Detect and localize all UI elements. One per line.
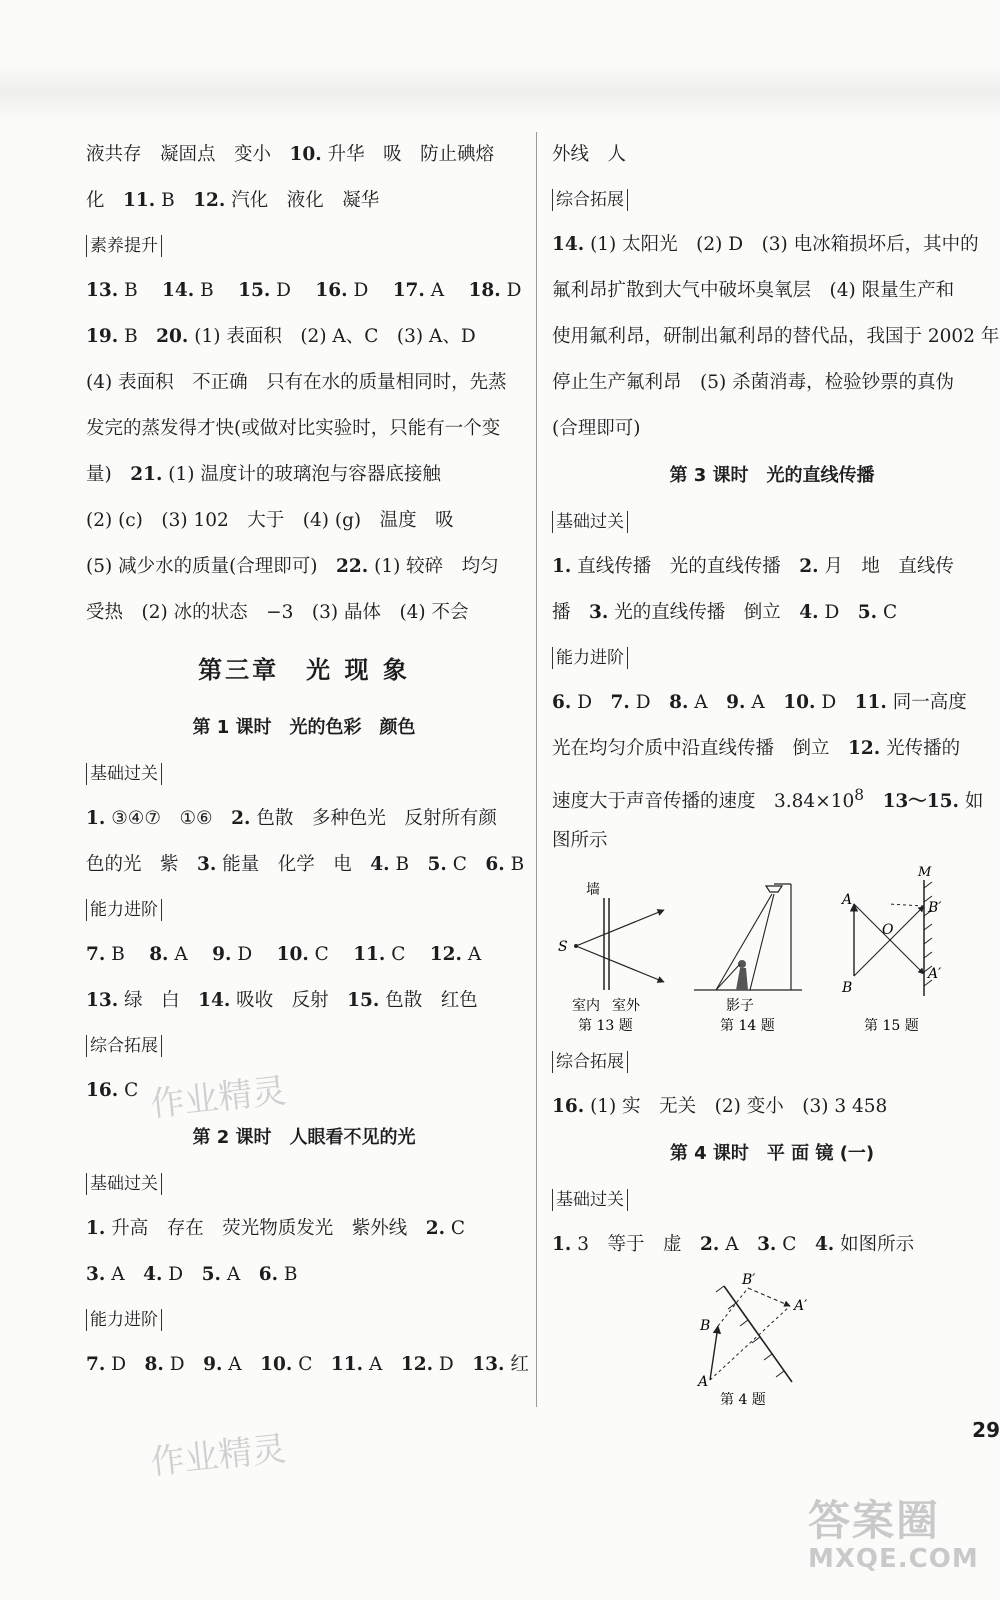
answer-line: 化 11. B 12. 汽化 液化 凝华 [86, 190, 380, 211]
fig14-shadow-label: 影子 [726, 998, 754, 1014]
section-heading-label: 素养提升 [86, 235, 162, 257]
logo-text-bottom: MXQE.COM [808, 1544, 979, 1574]
figure-14 [694, 884, 802, 1034]
fig14-caption: 第 14 题 [720, 1018, 775, 1034]
section-heading-label: 基础过关 [86, 1173, 162, 1195]
section-heading [552, 636, 992, 680]
section-heading-label: 综合拓展 [552, 189, 628, 211]
page-number: 29 [972, 1418, 1000, 1442]
fig13-caption: 第 13 题 [578, 1018, 633, 1034]
lesson-title: 第 1 课时 光的色彩 颜色 [192, 717, 416, 738]
right-column [552, 132, 1000, 1412]
answer-line: (5) 减少水的质量(合理即可) 22. (1) 较碎 均匀 [86, 556, 499, 577]
answer-line: 使用氟利昂，研制出氟利昂的替代品，我国于 2002 年 [552, 326, 1000, 347]
section-heading [86, 224, 522, 268]
fig15-a2-label: A′ [928, 966, 942, 982]
answer-line: (2) (c) (3) 102 大于 (4) (g) 温度 吸 [86, 510, 454, 531]
lesson-title: 第 4 课时 平 面 镜 (一) [669, 1143, 875, 1164]
section-heading-label: 能力进阶 [86, 1309, 162, 1331]
fig4-a-label: A [698, 1374, 709, 1390]
section-heading-label: 综合拓展 [552, 1051, 628, 1073]
answer-line: 1. 升高 存在 荧光物质发光 紫外线 2. C [86, 1218, 466, 1239]
section-heading-label: 综合拓展 [86, 1035, 162, 1057]
answer-line: 6. D 7. D 8. A 9. A 10. D 11. 同一高度 [552, 692, 967, 713]
section-heading [552, 500, 992, 544]
section-heading-label: 基础过关 [86, 763, 162, 785]
fig15-b-label: B [842, 980, 853, 996]
column-divider [536, 132, 537, 1407]
fig4-caption: 第 4 题 [720, 1392, 766, 1408]
answer-line: 光在均匀介质中沿直线传播 倒立 12. 光传播的 [552, 738, 961, 759]
watermark-2: 作业精灵 [148, 1428, 289, 1483]
answer-line: 速度大于声音传播的速度 $3.84\times 10^8$ 13～15. 如 [552, 786, 984, 813]
section-heading [86, 1162, 522, 1206]
section-heading-label: 基础过关 [552, 1189, 628, 1211]
answer-line: 受热 (2) 冰的状态 −3 (3) 晶体 (4) 不会 [86, 602, 469, 623]
answer-line: 13. 绿 白 14. 吸收 反射 15. 色散 红色 [86, 990, 478, 1011]
answer-line: 量) 21. (1) 温度计的玻璃泡与容器底接触 [86, 464, 441, 485]
fig15-caption: 第 15 题 [864, 1018, 919, 1034]
section-heading [86, 1024, 522, 1068]
answer-line: (4) 表面积 不正确 只有在水的质量相同时，先蒸 [86, 372, 507, 393]
figure-15 [840, 865, 942, 1034]
fig15-o-label: O [882, 922, 894, 938]
answer-line: 氟利昂扩散到大气中破坏臭氧层 (4) 限量生产和 [552, 280, 955, 301]
answer-line: 13. B 14. B 15. D 16. D 17. A 18. D [86, 280, 522, 301]
section-heading [86, 1298, 522, 1342]
answer-line: 1. 3 等于 虚 2. A 3. C 4. 如图所示 [552, 1234, 915, 1255]
fig4-a2-label: A′ [794, 1298, 808, 1314]
fig15-b2-label: B′ [928, 900, 942, 916]
fig4-b-label: B [700, 1318, 711, 1334]
lesson-title: 第 2 课时 人眼看不见的光 [192, 1127, 416, 1148]
section-heading-label: 基础过关 [552, 511, 628, 533]
figures-13-15 [552, 864, 992, 1040]
answer-line: 7. B 8. A 9. D 10. C 11. C 12. A [86, 944, 482, 965]
answer-line: 图所示 [552, 830, 608, 851]
answer-line: 1. 直线传播 光的直线传播 2. 月 地 直线传 [552, 556, 954, 577]
scan-shade [0, 62, 1000, 122]
answer-line: 播 3. 光的直线传播 倒立 4. D 5. C [552, 602, 898, 623]
section-heading [552, 178, 992, 222]
left-column [86, 132, 529, 1388]
section-heading-label: 能力进阶 [86, 899, 162, 921]
watermark-1: 作业精灵 [148, 1070, 289, 1125]
section-heading-label: 能力进阶 [552, 647, 628, 669]
fig13-s-label: S [558, 939, 568, 955]
fig15-m-label: M [918, 865, 932, 880]
answer-line: 19. B 20. (1) 表面积 (2) A、C (3) A、D [86, 326, 476, 347]
fig4-b2-label: B′ [742, 1272, 756, 1288]
figure-13 [558, 881, 664, 1034]
site-logo [808, 1488, 994, 1574]
fig15-a-label: A [842, 892, 853, 908]
answer-line: 3. A 4. D 5. A 6. B [86, 1264, 298, 1285]
section-heading [552, 1178, 992, 1222]
lesson-title: 第 3 课时 光的直线传播 [669, 465, 875, 486]
answer-line: 发完的蒸发得才快(或做对比实验时，只能有一个变 [86, 418, 501, 439]
logo-text-top: 答案圈 [808, 1496, 941, 1545]
answer-line: 7. D 8. D 9. A 10. C 11. A 12. D 13. 红 [86, 1354, 529, 1375]
chapter-title: 第三章 光 现 象 [198, 656, 410, 684]
fig13-outside-label: 室外 [612, 998, 640, 1014]
answer-line: (合理即可) [552, 418, 641, 439]
section-heading [86, 752, 522, 796]
answer-line: 外线 人 [552, 144, 627, 165]
figure-4 [552, 1268, 992, 1412]
answer-line: 14. (1) 太阳光 (2) D (3) 电冰箱损坏后，其中的 [552, 234, 979, 255]
answer-line: 1. ③④⑦ ①⑥ 2. 色散 多种色光 反射所有颜 [86, 808, 497, 829]
fig13-inside-label: 室内 [572, 998, 600, 1014]
section-heading [86, 888, 522, 932]
answer-line: 16. (1) 实 无关 (2) 变小 (3) 3 458 [552, 1096, 888, 1117]
answer-line: 色的光 紫 3. 能量 化学 电 4. B 5. C 6. B [86, 854, 525, 875]
section-heading [552, 1040, 992, 1084]
fig13-wall-label: 墙 [586, 882, 600, 898]
answer-line: 停止生产氟利昂 (5) 杀菌消毒，检验钞票的真伪 [552, 372, 955, 393]
answer-line: 16. C [86, 1080, 139, 1101]
answer-line: 液共存 凝固点 变小 10. 升华 吸 防止碘熔 [86, 144, 495, 165]
